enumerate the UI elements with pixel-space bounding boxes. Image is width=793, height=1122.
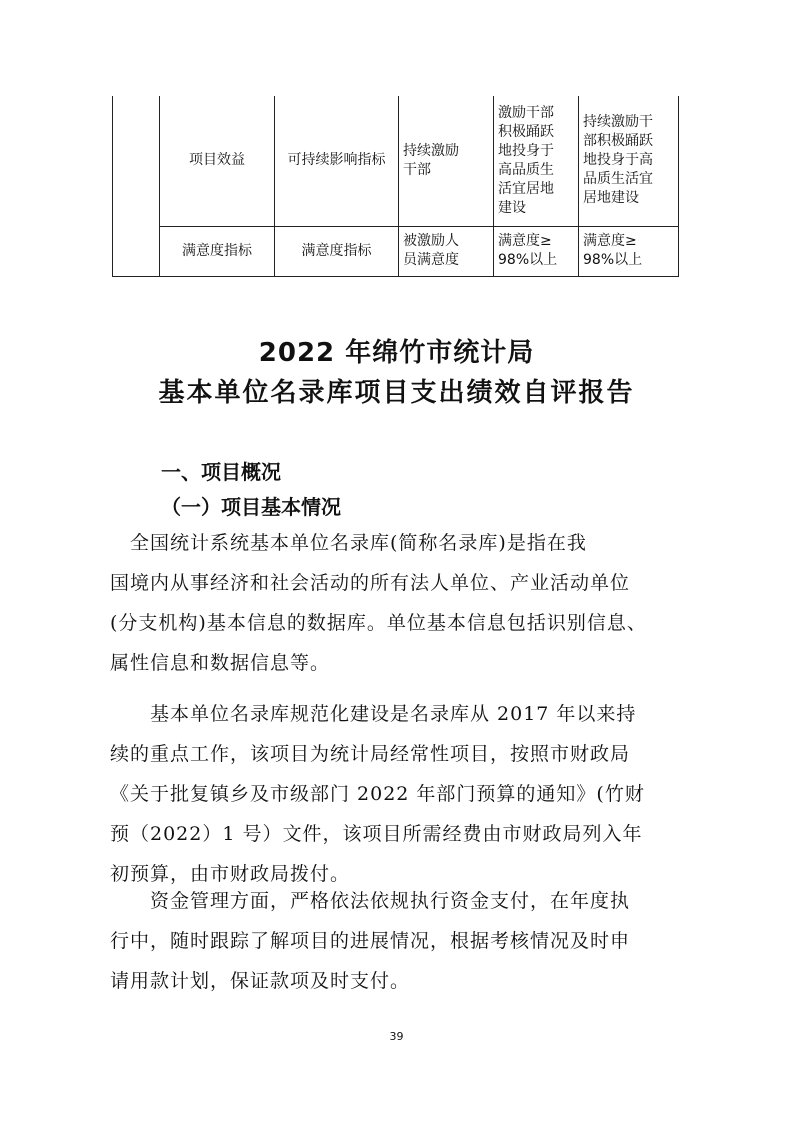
subsection-heading: （一）项目基本情况 [161,495,341,519]
table-cell [494,226,579,276]
cell-line: 满意度≥ [498,233,552,249]
cell-line: 激励干部 [498,104,554,121]
section-heading: 一、项目概况 [161,460,281,484]
paragraph-line: (分支机构)基本信息的数据库。单位基本信息包括识别信息、 [110,612,647,634]
cell-line: 满意度≥ [583,233,637,249]
cell-line: 地投身于 [498,142,554,159]
cell-line: 高品质生 [498,161,554,178]
table-row [113,226,679,276]
table-row [113,96,679,226]
cell-line: 干部 [403,161,431,178]
paragraph [110,881,690,1001]
cell-line: 持续激励干 [583,114,653,131]
paragraph [110,694,690,894]
report-title-line-1: 2022 年绵竹市统计局 [258,338,535,368]
cell-line: 98%以上 [583,252,643,268]
paragraph-line: 预（2022）1 号）文件，该项目所需经费由市财政局列入年 [110,823,643,845]
cell-line: 98%以上 [498,252,558,268]
table-cell [494,96,579,226]
table-cell: 可持续影响指标 [275,96,399,226]
paragraph-line: 行中，随时跟踪了解项目的进展情况，根据考核情况及时申 [110,930,631,952]
table-cell [579,226,679,276]
report-title-line-2: 基本单位名录库项目支出绩效自评报告 [158,378,635,408]
table-cell: 满意度指标 [275,226,399,276]
paragraph-line: 全国统计系统基本单位名录库(简称名录库)是指在我 [110,532,587,554]
table-cell: 项目效益 [160,96,275,226]
cell-line: 积极踊跃 [498,123,554,140]
paragraph-line: 初预算，由市财政局拨付。 [110,863,351,885]
table-cell-empty [113,96,160,276]
cell-line: 居地建设 [583,190,639,207]
cell-line: 品质生活宜 [583,171,653,188]
table-cell [579,96,679,226]
cell-line: 被激励人 [403,233,459,249]
paragraph-line: 续的重点工作，该项目为统计局经常性项目，按照市财政局 [110,743,631,765]
performance-indicator-table [112,96,679,277]
paragraph-line: 国境内从事经济和社会活动的所有法人单位、产业活动单位 [110,572,631,594]
cell-line: 活宜居地 [498,180,554,197]
cell-line: 建设 [498,199,526,216]
table-cell: 满意度指标 [160,226,275,276]
paragraph-line: 请用款计划，保证款项及时支付。 [110,970,411,992]
cell-line: 持续激励 [403,142,459,159]
paragraph [110,523,690,683]
paragraph-line: 《关于批复镇乡及市级部门 2022 年部门预算的通知》(竹财 [110,783,645,805]
paragraph-line: 属性信息和数据信息等。 [110,652,331,674]
page-number: 39 [389,1030,404,1043]
cell-line: 地投身于高 [583,152,653,169]
paragraph-line: 资金管理方面，严格依法依规执行资金支付，在年度执 [110,890,631,912]
table-cell [399,96,494,226]
cell-line: 部积极踊跃 [583,133,653,150]
paragraph-line: 基本单位名录库规范化建设是名录库从 2017 年以来持 [110,703,637,725]
table-cell [399,226,494,276]
cell-line: 员满意度 [403,252,459,268]
